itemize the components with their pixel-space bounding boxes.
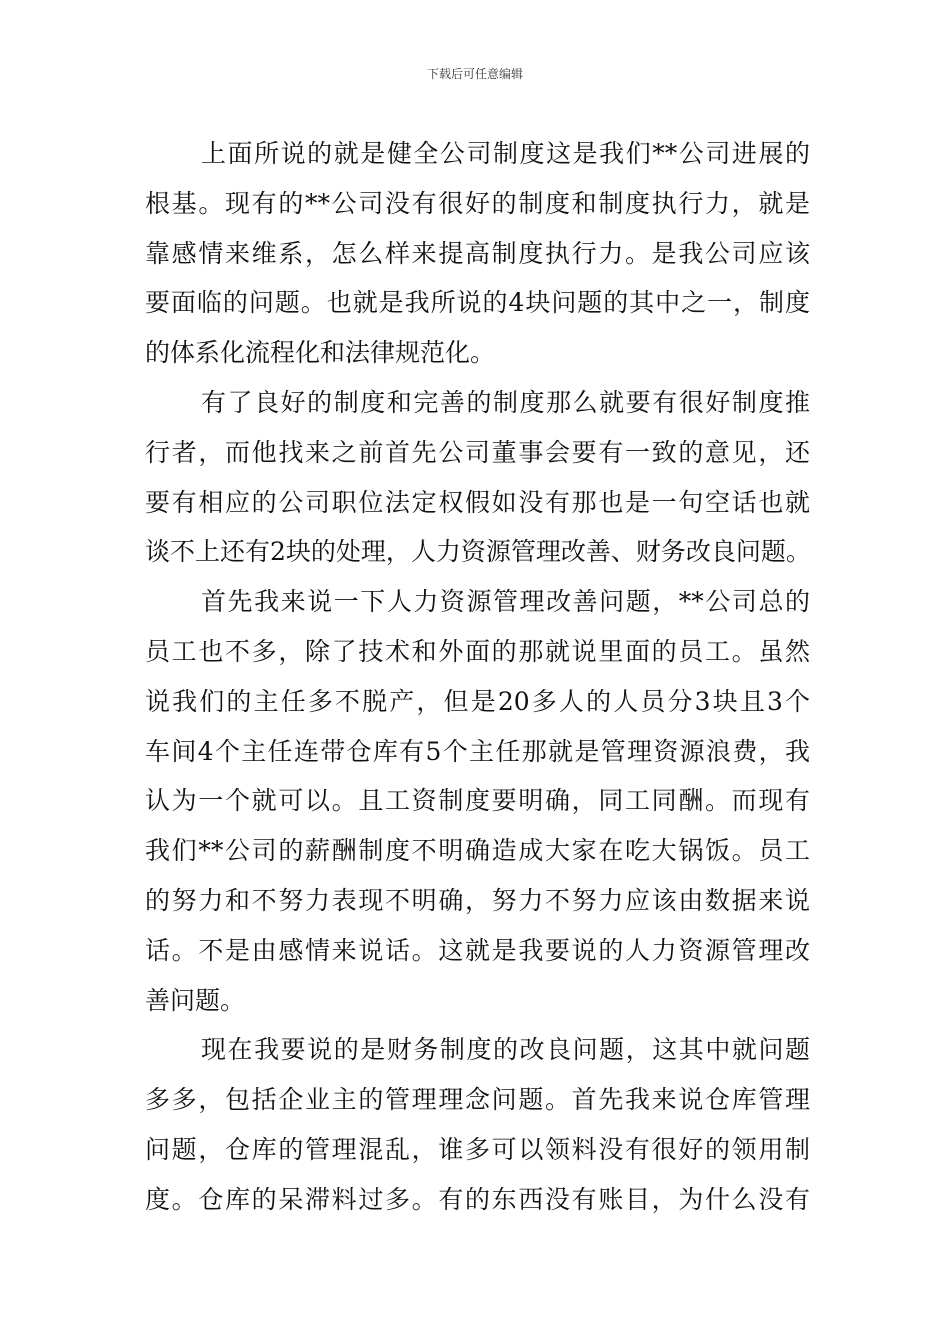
text-line: 车间4个主任连带仓库有5个主任那就是管理资源浪费，我: [145, 736, 810, 766]
text-line: 有了良好的制度和完善的制度那么就要有很好制度推: [201, 387, 810, 417]
paragraph-2: [145, 378, 810, 577]
text-line: 问题，仓库的管理混乱，谁多可以领料没有很好的领用制: [145, 1134, 810, 1164]
text-line: 的体系化流程化和法律规范化。: [145, 338, 496, 368]
text-line: 上面所说的就是健全公司制度这是我们**公司进展的: [201, 139, 810, 168]
text-line: 话。不是由感情来说话。这就是我要说的人力资源管理改: [145, 935, 810, 965]
text-line: 善问题。: [145, 985, 246, 1015]
text-line: 多多，包括企业主的管理理念问题。首先我来说仓库管理: [145, 1085, 810, 1115]
text-line: 根基。现有的**公司没有很好的制度和制度执行力，就是: [145, 188, 810, 218]
text-line: 我们**公司的薪酬制度不明确造成大家在吃大锅饭。员工: [145, 836, 810, 866]
text-line: 行者，而他找来之前首先公司董事会要有一致的意见，还: [145, 437, 810, 467]
paragraph-1: [145, 129, 810, 378]
paragraph-4: [145, 1025, 810, 1224]
text-line: 谈不上还有2块的处理，人力资源管理改善、财务改良问题。: [145, 537, 811, 567]
text-line: 认为一个就可以。且工资制度要明确，同工同酬。而现有: [145, 786, 810, 816]
text-line: 说我们的主任多不脱产，但是20多人的人员分3块且3个: [145, 686, 810, 716]
text-line: 员工也不多，除了技术和外面的那就说里面的员工。虽然: [145, 636, 810, 666]
document-body: [145, 129, 810, 1225]
text-line: 首先我来说一下人力资源管理改善问题，**公司总的: [201, 587, 810, 617]
text-line: 靠感情来维系，怎么样来提高制度执行力。是我公司应该: [145, 238, 810, 268]
text-line: 要面临的问题。也就是我所说的4块问题的其中之一，制度: [145, 288, 810, 318]
text-line: 要有相应的公司职位法定权假如没有那也是一句空话也就: [145, 487, 810, 517]
page-header-note: 下载后可任意编辑: [426, 67, 523, 81]
text-line: 度。仓库的呆滞料过多。有的东西没有账目，为什么没有: [145, 1184, 810, 1214]
text-line: 的努力和不努力表现不明确，努力不努力应该由数据来说: [145, 885, 810, 915]
paragraph-3: [145, 577, 810, 1025]
text-line: 现在我要说的是财务制度的改良问题，这其中就问题: [201, 1035, 810, 1065]
